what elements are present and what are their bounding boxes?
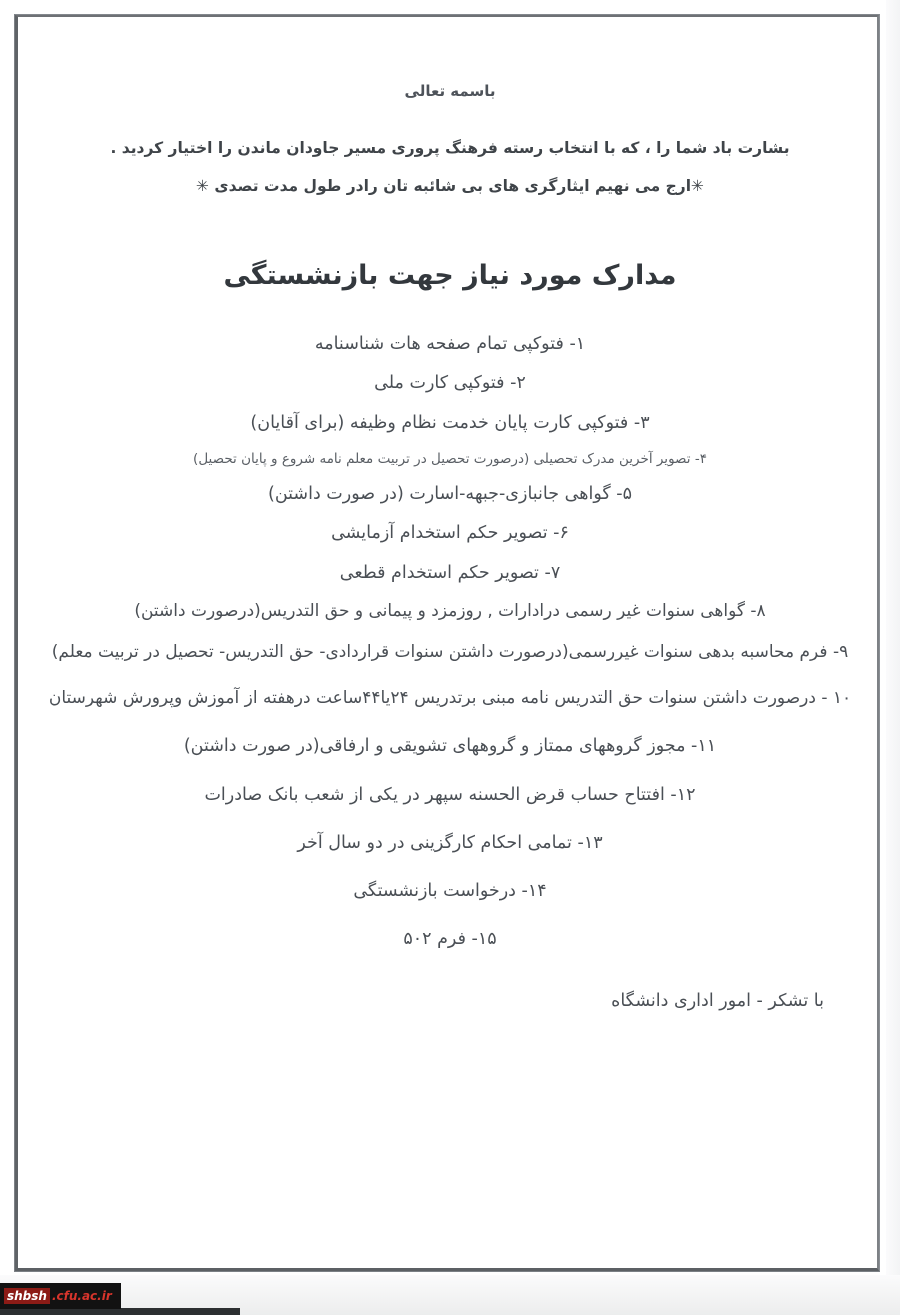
document-body xyxy=(40,40,860,1240)
item-text: افتتاح حساب قرض الحسنه سپهر در یکی از شعب بانک صادرات xyxy=(204,784,665,805)
item-number: ۱۴- xyxy=(521,881,547,902)
list-item xyxy=(40,782,860,808)
watermark-host: shbsh xyxy=(4,1288,50,1304)
list-item xyxy=(40,520,860,546)
site-watermark xyxy=(0,1283,121,1309)
item-number: ۵- xyxy=(616,484,632,505)
item-text: تصویر حکم استخدام آزمایشی xyxy=(331,523,548,544)
greeting-block xyxy=(40,136,860,198)
item-number: ۱- xyxy=(569,334,586,355)
list-item xyxy=(40,599,860,625)
item-number: ۱۳- xyxy=(577,832,603,853)
requirements-list xyxy=(40,331,860,953)
closing-signature: با تشکر - امور اداری دانشگاه xyxy=(611,990,824,1011)
list-item xyxy=(40,878,860,904)
list-item xyxy=(40,331,860,357)
item-number: ۳- xyxy=(633,412,650,433)
item-number: ۸- xyxy=(750,600,766,621)
item-number: ۲- xyxy=(510,373,526,394)
list-item xyxy=(40,410,860,436)
greeting-line-2: ✳ارج می نهیم ایثارگری های بی شائبه تان رادر طول مدت تصدی ✳ xyxy=(195,177,705,196)
greeting-line-1: بشارت باد شما را ، که با انتخاب رسته فرهنگ پروری مسیر جاودان ماندن را اختیار کردید . xyxy=(110,139,790,157)
page-title: مدارک مورد نیاز جهت بازنشستگی xyxy=(223,260,677,292)
basmala-heading: باسمه تعالی xyxy=(404,82,496,100)
list-item xyxy=(40,686,860,712)
item-text: درخواست بازنشستگی xyxy=(353,881,516,902)
item-text: درصورت داشتن سنوات حق التدریس نامه مبنی برتدریس ۲۴یا۴۴ساعت درهفته از آموزش وپرورش شهرستان xyxy=(48,687,816,708)
item-text: فرم محاسبه بدهی سنوات غیررسمی(درصورت داشتن سنوات قراردادی- حق التدریس- تحصیل در تربیت معلم) xyxy=(51,642,828,663)
item-text: مجوز گروههای ممتاز و گروههای تشویقی و ارفاقی(در صورت داشتن) xyxy=(183,736,686,757)
list-item xyxy=(40,733,860,759)
list-item xyxy=(40,640,860,666)
item-text: فرم ۵۰۲ xyxy=(403,929,466,950)
list-item xyxy=(40,560,860,586)
item-text: فتوکپی کارت ملی xyxy=(374,373,505,394)
scan-gutter-right xyxy=(886,0,900,1315)
item-number: ۶- xyxy=(553,523,569,544)
item-text: تصویر حکم استخدام قطعی xyxy=(339,562,539,583)
item-number: ۴- xyxy=(694,450,707,467)
item-text: گواهی سنوات غیر رسمی درادارات , روزمزد و پیمانی و حق التدریس(درصورت داشتن) xyxy=(134,600,745,621)
item-number: ۱۲- xyxy=(670,784,696,805)
item-text: فتوکپی کارت پایان خدمت نظام وظیفه (برای آقایان) xyxy=(250,412,629,433)
list-item xyxy=(40,370,860,396)
item-number: ۹- xyxy=(832,642,849,663)
item-number: ۱۱- xyxy=(691,736,717,757)
item-text: تمامی احکام کارگزینی در دو سال آخر xyxy=(297,832,572,853)
list-item xyxy=(40,830,860,856)
list-item xyxy=(40,449,860,469)
watermark-domain: .cfu.ac.ir xyxy=(51,1289,112,1303)
item-number: ۱۵- xyxy=(471,929,497,950)
item-number: ۷- xyxy=(544,562,561,583)
list-item xyxy=(40,481,860,507)
item-text: فتوکپی تمام صفحه هات شناسنامه xyxy=(314,334,564,355)
item-text: گواهی جانبازی-جبهه-اسارت (در صورت داشتن) xyxy=(268,484,611,505)
item-number: ۱۰ - xyxy=(821,687,852,708)
list-item xyxy=(40,926,860,952)
item-text: تصویر آخرین مدرک تحصیلی (درصورت تحصیل در تربیت معلم نامه شروع و پایان تحصیل) xyxy=(193,450,691,467)
watermark-strip xyxy=(0,1308,240,1315)
